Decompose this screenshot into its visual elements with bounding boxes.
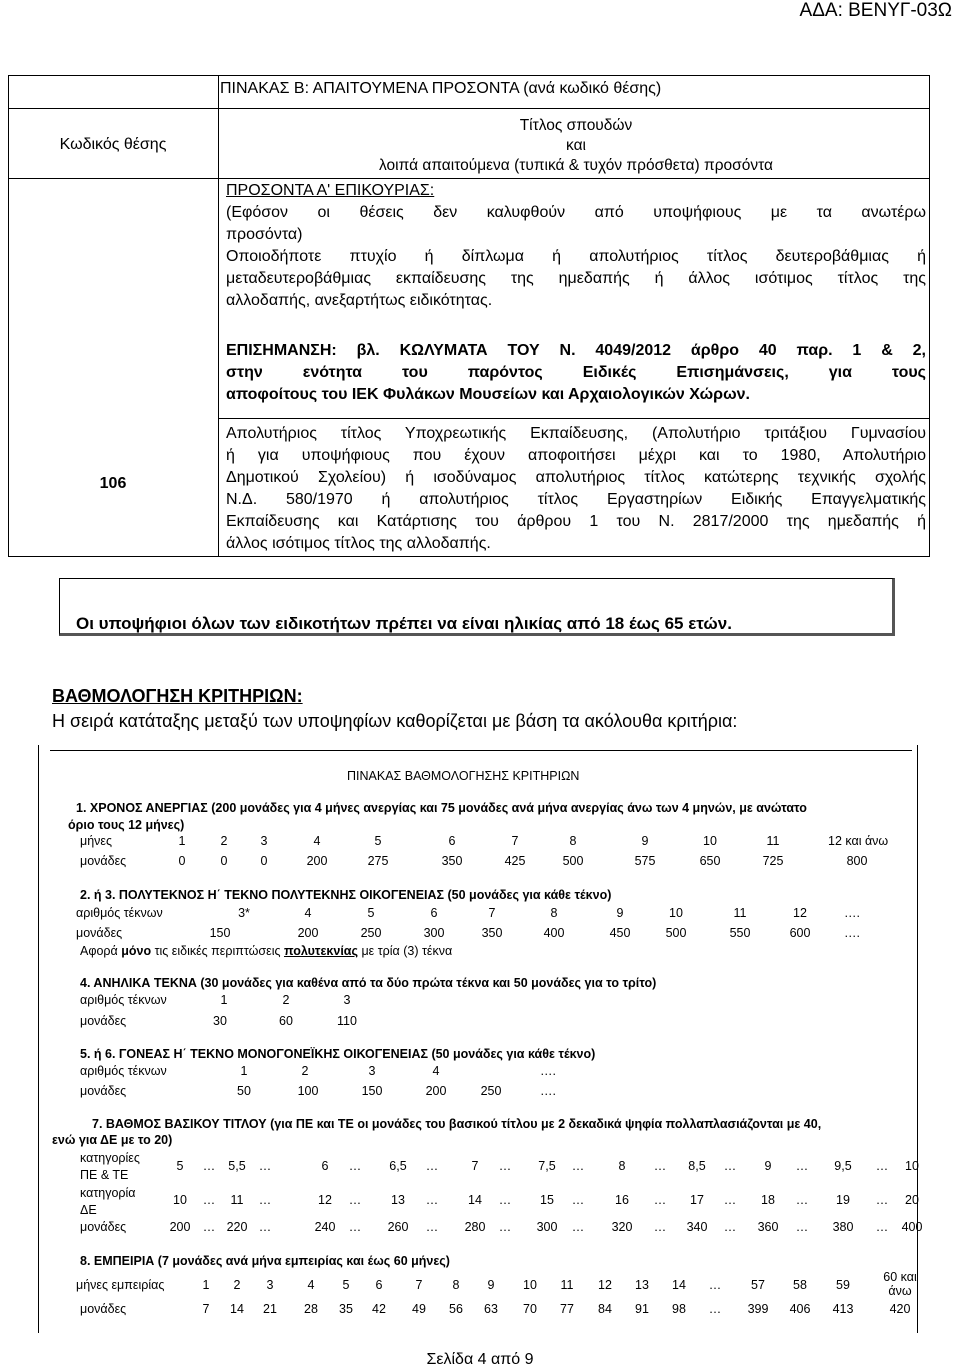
table-cell: 7	[488, 906, 496, 920]
scoring-frame	[917, 745, 918, 1333]
table-cell: 350	[481, 926, 503, 940]
table-cell: 49	[412, 1302, 426, 1316]
table-cell: …	[875, 1193, 889, 1207]
table-cell: 28	[304, 1302, 318, 1316]
table-cell: 5	[342, 1278, 350, 1292]
table-cell: …	[875, 1159, 889, 1173]
table-cell: 0	[260, 854, 268, 868]
table-cell: 91	[635, 1302, 649, 1316]
note-line: αποφοίτους του ΙΕΚ Φυλάκων Μουσείων και Αρχαιολογικών Χώρων.	[226, 386, 750, 403]
table-cell: …	[498, 1193, 512, 1207]
table-cell: …	[653, 1193, 667, 1207]
table-cell: 13	[391, 1193, 405, 1207]
table-cell: 30	[213, 1014, 227, 1028]
table-cell: 9	[616, 906, 624, 920]
table-cell: 12	[318, 1193, 332, 1207]
qualification-line: Απολυτήριος τίτλος Υποχρεωτικής Εκπαίδευσης, (Απολυτήριο τριτάξιου Γυμνασίου	[226, 425, 926, 442]
main-qualification	[226, 423, 926, 555]
table-cell: 63	[484, 1302, 498, 1316]
table-cell: 56	[449, 1302, 463, 1316]
table-cell: 1	[240, 1064, 248, 1078]
age-note: Οι υποψήφιοι όλων των ειδικοτήτων πρέπει να είναι ηλικίας από 18 έως 65 ετών.	[76, 614, 732, 633]
table-cell: …	[202, 1159, 216, 1173]
table-cell: …	[653, 1220, 667, 1234]
scoring-table-title: ΠΙΝΑΚΑΣ ΒΑΘΜΟΛΟΓΗΣΗΣ ΚΡΙΤΗΡΙΩΝ	[347, 769, 580, 783]
table-cell: 8	[550, 906, 558, 920]
row-label: μονάδες	[80, 1302, 127, 1316]
table-cell: ….	[540, 1064, 556, 1078]
table-cell: …	[875, 1220, 889, 1234]
table-cell: 5	[367, 906, 375, 920]
table-cell: 380	[832, 1220, 854, 1234]
row-label: μονάδες	[80, 1084, 127, 1098]
page-footer: Σελίδα 4 από 9	[426, 1351, 534, 1368]
table-cell: 240	[314, 1220, 336, 1234]
table-cell: 4	[432, 1064, 440, 1078]
table-cell: 4	[307, 1278, 315, 1292]
table-cell: 6,5	[389, 1159, 407, 1173]
table-cell: 2	[282, 993, 290, 1007]
table-cell: 17	[690, 1193, 704, 1207]
table-cell: 19	[836, 1193, 850, 1207]
table-cell: 5	[374, 834, 382, 848]
table-cell: 2	[301, 1064, 309, 1078]
table-cell: 1	[220, 993, 228, 1007]
qualification-line: Οποιοδήποτε πτυχίο ή δίπλωμα ή απολυτήριος τίτλος δευτεροβάθμιας ή	[226, 248, 926, 265]
table-cell: 59	[836, 1278, 850, 1292]
column-header-title	[222, 116, 930, 176]
table-cell: 400	[543, 926, 565, 940]
table-cell: 399	[747, 1302, 769, 1316]
table-cell: ….	[844, 926, 860, 940]
table-divider	[8, 75, 218, 76]
table-cell: 725	[762, 854, 784, 868]
qualification-line: (Εφόσον οι θέσεις δεν καλυφθούν από υποψήφιους με τα ανωτέρω	[226, 204, 926, 221]
table-divider	[218, 75, 219, 557]
table-cell: 16	[615, 1193, 629, 1207]
criterion-heading: 5. ή 6. ΓΟΝΕΑΣ Η΄ ΤΕΚΝΟ ΜΟΝΟΓΟΝΕΪΚΗΣ ΟΙΚΟΓΕΝΕΙΑΣ (50 μονάδες για κάθε τέκνο)	[80, 1047, 596, 1061]
table-cell: …	[258, 1220, 272, 1234]
table-cell: 50	[237, 1084, 251, 1098]
table-cell: 8	[618, 1159, 626, 1173]
criterion-note	[80, 944, 452, 958]
note-fragment: μόνο	[121, 944, 152, 958]
row-label: αριθμός τέκνων	[80, 993, 167, 1007]
table-cell: …	[258, 1159, 272, 1173]
table-cell: …	[653, 1159, 667, 1173]
table-cell: 425	[504, 854, 526, 868]
table-cell: 340	[686, 1220, 708, 1234]
table-cell: 0	[220, 854, 228, 868]
criterion-heading: 7. ΒΑΘΜΟΣ ΒΑΣΙΚΟΥ ΤΙΤΛΟΥ (για ΠΕ και ΤΕ οι μονάδες του βασικού τίτλου με 2 δεκαδικά ψηφία πολλαπλασιάζονται με 40,	[92, 1117, 822, 1131]
table-cell: 11	[560, 1278, 574, 1292]
row-label: μονάδες	[80, 854, 127, 868]
qualification-line: Ν.Δ. 580/1970 ή απολυτήριος τίτλος Εργαστηρίων Ειδικής Επαγγελματικής	[226, 491, 926, 508]
table-cell: 1	[178, 834, 186, 848]
table-cell: 57	[751, 1278, 765, 1292]
table-cell: 2	[220, 834, 228, 848]
table-cell: 110	[337, 1014, 357, 1028]
row-label: κατηγορίες	[80, 1151, 140, 1165]
criterion-heading: όριο τους 12 μήνες)	[68, 818, 185, 832]
table-cell: 7	[202, 1302, 210, 1316]
scoring-frame	[38, 745, 39, 1333]
table-cell: 13	[635, 1278, 649, 1292]
table-cell: 8	[569, 834, 577, 848]
table-cell: 70	[523, 1302, 537, 1316]
table-cell: 200	[169, 1220, 191, 1234]
table-cell: 200	[306, 854, 328, 868]
qualification-line: ή για υποψήφιους που έχουν αποφοιτήσει μέχρι και το 1980, Απολυτήριο	[226, 447, 926, 464]
table-cell: 320	[611, 1220, 633, 1234]
table-cell: 12	[598, 1278, 612, 1292]
table-cell: …	[498, 1220, 512, 1234]
table-cell: 500	[665, 926, 687, 940]
table-cell: 9	[641, 834, 649, 848]
table-cell: 2	[233, 1278, 241, 1292]
table-cell: 11	[733, 906, 747, 920]
table-cell: 7	[471, 1159, 479, 1173]
table-cell: 10	[523, 1278, 537, 1292]
qualification-heading: ΠΡΟΣΟΝΤΑ Α' ΕΠΙΚΟΥΡΙΑΣ:	[226, 182, 435, 199]
table-cell: 42	[372, 1302, 386, 1316]
table-cell: 11	[766, 834, 780, 848]
table-cell: 3	[266, 1278, 274, 1292]
table-cell: 9	[487, 1278, 495, 1292]
table-divider	[218, 418, 930, 419]
qualification-line: Εκπαίδευσης και Κατάρτισης του άρθρου 1 του Ν. 2817/2000 της ημεδαπής ή	[226, 513, 926, 530]
table-cell: …	[498, 1159, 512, 1173]
table-cell: 10	[703, 834, 717, 848]
table-cell: 250	[480, 1084, 502, 1098]
table-cell: 1	[202, 1278, 210, 1292]
table-cell: 200	[425, 1084, 447, 1098]
row-label: μονάδες	[80, 1220, 127, 1234]
row-label: ΠΕ & ΤΕ	[80, 1168, 129, 1182]
table-cell: 3	[368, 1064, 376, 1078]
table-cell: …	[202, 1193, 216, 1207]
table-cell: 9,5	[834, 1159, 852, 1173]
table-cell: …	[258, 1193, 272, 1207]
qualification-line: Δημοτικού Σχολείου) ή ισοδύναμος απολυτήριος τίτλος κατώτερης τεχνικής σχολής	[226, 469, 926, 486]
criterion-heading: 8. ΕΜΠΕΙΡΙΑ (7 μονάδες ανά μήνα εμπειρίας και έως 60 μήνες)	[80, 1254, 450, 1268]
table-cell: 8,5	[688, 1159, 706, 1173]
table-cell: …	[723, 1193, 737, 1207]
table-cell: …	[708, 1278, 722, 1292]
table-cell: 400	[901, 1220, 923, 1234]
table-cell: 3	[343, 993, 351, 1007]
row-label: αριθμός τέκνων	[80, 1064, 167, 1078]
table-cell: …	[425, 1220, 439, 1234]
table-cell: …	[723, 1159, 737, 1173]
table-cell: 12	[793, 906, 807, 920]
column-header-line: και	[566, 137, 586, 154]
criterion-heading: 2. ή 3. ΠΟΛΥΤΕΚΝΟΣ Η΄ ΤΕΚΝΟ ΠΟΛΥΤΕΚΝΗΣ ΟΙΚΟΓΕΝΕΙΑΣ (50 μονάδες για κάθε τέκνο)	[80, 888, 612, 902]
row-label: μονάδες	[80, 1014, 127, 1028]
table-cell: 4	[313, 834, 321, 848]
table-divider	[8, 178, 930, 179]
note-line: στην ενότητα του παρόντος Ειδικές Επισημάνσεις, για τους	[226, 364, 926, 381]
table-cell: 450	[609, 926, 631, 940]
table-cell: …	[795, 1159, 809, 1173]
row-label: ΔΕ	[80, 1203, 97, 1217]
table-cell: 260	[387, 1220, 409, 1234]
position-code: 106	[99, 475, 127, 492]
table-cell: 84	[598, 1302, 612, 1316]
table-cell: 7	[511, 834, 519, 848]
criterion-heading: ενώ για ΔΕ με το 20)	[52, 1133, 173, 1147]
table-title: ΠΙΝΑΚΑΣ Β: ΑΠΑΙΤΟΥΜΕΝΑ ΠΡΟΣΟΝΤΑ (ανά κωδικό θέσης)	[220, 80, 662, 97]
note-block	[226, 340, 926, 406]
table-cell: …	[795, 1220, 809, 1234]
table-cell: 60 και	[883, 1270, 917, 1284]
table-cell: 6	[430, 906, 438, 920]
row-label: αριθμός τέκνων	[76, 906, 163, 920]
table-cell: 275	[367, 854, 389, 868]
table-cell: 21	[263, 1302, 277, 1316]
table-cell: 0	[178, 854, 186, 868]
table-cell: …	[571, 1159, 585, 1173]
table-cell: 98	[672, 1302, 686, 1316]
qualification-line: άλλος ισότιμος τίτλος της αλλοδαπής.	[226, 535, 491, 552]
qualification-line: μεταδευτεροβάθμιας εκπαίδευσης της ημεδαπής ή άλλος ισότιμος τίτλος της	[226, 270, 926, 287]
table-cell: 77	[560, 1302, 574, 1316]
table-cell: …	[708, 1302, 722, 1316]
table-cell: 413	[832, 1302, 854, 1316]
table-cell: 6	[375, 1278, 383, 1292]
table-cell: 18	[761, 1193, 775, 1207]
section-subtitle: Η σειρά κατάταξης μεταξύ των υποψηφίων καθορίζεται με βάση τα ακόλουθα κριτήρια:	[52, 711, 738, 731]
table-cell: ….	[540, 1084, 556, 1098]
table-cell: …	[202, 1220, 216, 1234]
table-cell: 10	[173, 1193, 187, 1207]
note-fragment: Αφορά	[80, 944, 122, 958]
table-cell: 60	[279, 1014, 293, 1028]
column-header-code: Κωδικός θέσης	[59, 136, 167, 153]
row-label: μονάδες	[76, 926, 123, 940]
table-cell: 35	[339, 1302, 353, 1316]
table-cell: 300	[536, 1220, 558, 1234]
table-cell: 420	[889, 1302, 911, 1316]
column-header-line: Τίτλος σπουδών	[519, 117, 633, 134]
table-cell: …	[795, 1193, 809, 1207]
note-line: ΕΠΙΣΗΜΑΝΣΗ: βλ. ΚΩΛΥΜΑΤΑ ΤΟΥ Ν. 4049/2012 άρθρο 40 παρ. 1 & 2,	[226, 342, 926, 359]
table-cell: 3	[260, 834, 268, 848]
table-cell: …	[425, 1159, 439, 1173]
table-cell: 250	[360, 926, 382, 940]
table-cell: 220	[226, 1220, 248, 1234]
table-cell: 350	[441, 854, 463, 868]
note-fragment: τις ειδικές περιπτώσεις	[151, 944, 284, 958]
column-header-line: λοιπά απαιτούμενα (τυπικά & τυχόν πρόσθετα) προσόντα	[379, 157, 773, 174]
row-label: κατηγορία	[80, 1186, 136, 1200]
table-cell: 3*	[238, 906, 250, 920]
table-cell: 150	[361, 1084, 383, 1098]
table-cell: ….	[844, 906, 860, 920]
note-fragment: με τρία (3) τέκνα	[357, 944, 453, 958]
table-cell: 406	[789, 1302, 811, 1316]
table-cell: 10	[905, 1159, 919, 1173]
qualification-line: αλλοδαπής, ανεξαρτήτως ειδικότητας.	[226, 292, 493, 309]
table-cell: 360	[757, 1220, 779, 1234]
table-cell: …	[348, 1193, 362, 1207]
table-cell: 9	[764, 1159, 772, 1173]
table-cell: …	[571, 1193, 585, 1207]
row-label: μήνες	[80, 834, 113, 848]
table-cell: …	[348, 1220, 362, 1234]
table-cell: 14	[672, 1278, 686, 1292]
criterion-heading: 1. ΧΡΟΝΟΣ ΑΝΕΡΓΙΑΣ (200 μονάδες για 4 μήνες ανεργίας και 75 μονάδες ανά μήνα ανεργίας άνω των 4 μηνών, με ανώτατο	[76, 801, 807, 815]
qualification-line: προσόντα)	[226, 226, 303, 243]
table-cell: 100	[297, 1084, 319, 1098]
table-cell: …	[723, 1220, 737, 1234]
note-fragment: πολυτεκνίας	[283, 944, 358, 958]
table-cell: 11	[230, 1193, 244, 1207]
table-cell: 6	[321, 1159, 329, 1173]
table-cell: άνω	[888, 1284, 912, 1298]
table-cell: 500	[562, 854, 584, 868]
ada-code: ΑΔΑ: ΒΕΝΥΓ-03Ω	[799, 0, 952, 21]
table-cell: 7	[415, 1278, 423, 1292]
table-cell: 15	[540, 1193, 554, 1207]
table-cell: 12 και άνω	[828, 834, 889, 848]
table-cell: …	[425, 1193, 439, 1207]
table-cell: 5,5	[228, 1159, 246, 1173]
criterion-heading: 4. ΑΝΗΛΙΚΑ ΤΕΚΝΑ (30 μονάδες για καθένα από τα δύο πρώτα τέκνα και 50 μονάδες για το τρίτο)	[80, 976, 657, 990]
table-cell: 10	[669, 906, 683, 920]
table-cell: 4	[304, 906, 312, 920]
row-label: μήνες εμπειρίας	[76, 1278, 165, 1292]
table-cell: 300	[423, 926, 445, 940]
table-cell: 650	[699, 854, 721, 868]
section-title: ΒΑΘΜΟΛΟΓΗΣΗ ΚΡΙΤΗΡΙΩΝ:	[52, 686, 303, 706]
table-cell: 8	[452, 1278, 460, 1292]
table-cell: …	[571, 1220, 585, 1234]
table-cell: 5	[176, 1159, 184, 1173]
table-cell: 20	[905, 1193, 919, 1207]
auxiliary-qualifications	[226, 180, 926, 312]
table-cell: 58	[793, 1278, 807, 1292]
table-cell: 7,5	[538, 1159, 556, 1173]
table-cell: 550	[729, 926, 751, 940]
table-cell: 6	[448, 834, 456, 848]
table-cell: …	[348, 1159, 362, 1173]
scoring-frame	[50, 750, 912, 751]
table-cell: 575	[634, 854, 656, 868]
table-cell: 800	[846, 854, 868, 868]
table-cell: 280	[464, 1220, 486, 1234]
table-cell: 150	[209, 926, 231, 940]
table-cell: 14	[468, 1193, 482, 1207]
table-cell: 600	[789, 926, 811, 940]
table-cell: 200	[297, 926, 319, 940]
table-cell: 14	[230, 1302, 244, 1316]
table-divider	[218, 108, 930, 109]
